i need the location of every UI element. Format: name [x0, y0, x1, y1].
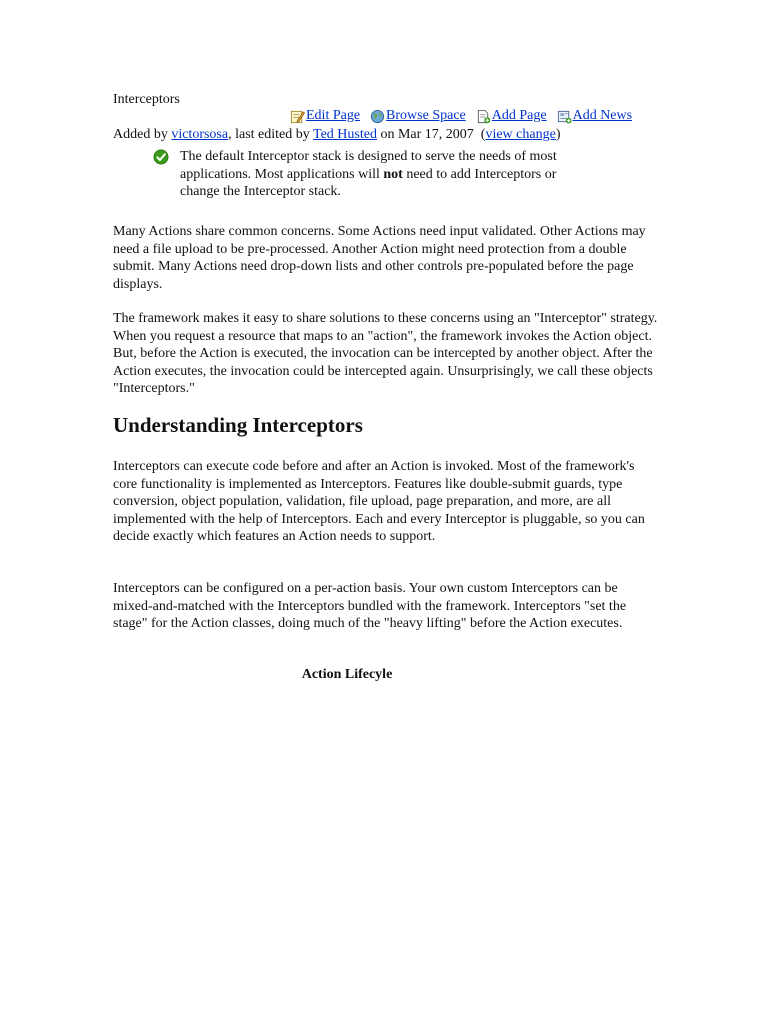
- editor-link[interactable]: Ted Husted: [313, 127, 377, 142]
- info-note: [153, 148, 593, 201]
- add-page-label[interactable]: Add Page: [491, 108, 547, 123]
- added-by-text: Added by: [113, 127, 168, 142]
- browse-space-label[interactable]: Browse Space: [386, 108, 466, 123]
- intro-paragraph-1: Many Actions share common concerns. Some Actions need input validated. Other Actions may need a file upload to be pre-processed. Another Action might need protection from a double submit. Many Actions need drop-down lists and other controls pre-populated before the page displays.: [113, 224, 646, 292]
- edit-page-icon: [290, 109, 305, 124]
- browse-space-icon: [370, 109, 385, 124]
- add-page-link[interactable]: [476, 108, 547, 124]
- add-news-link[interactable]: [557, 108, 633, 124]
- last-edited-text: , last edited by: [228, 127, 310, 142]
- intro-paragraph-2: The framework makes it easy to share solutions to these concerns using an "Interceptor" strategy. When you request a resource that maps to an "action", the framework invokes the Action object. But, before the Action is executed, the invocation can be intercepted by another object. After the Action executes, the invocation could be intercepted again. Unsurprisingly, we call these objects "Interceptors.": [113, 311, 658, 396]
- figure-caption: Action Lifecyle: [301, 667, 393, 682]
- add-page-icon: [476, 109, 491, 124]
- add-news-icon: [557, 109, 572, 124]
- edit-date-text: on Mar 17, 2007: [380, 127, 474, 142]
- page-byline: [113, 126, 560, 144]
- add-news-label[interactable]: Add News: [572, 108, 633, 123]
- edit-page-label[interactable]: Edit Page: [306, 108, 361, 123]
- document-page: [113, 90, 658, 682]
- page-title: Interceptors: [113, 92, 180, 107]
- author-link[interactable]: victorsosa: [171, 127, 229, 142]
- section-heading: Understanding Interceptors: [113, 413, 363, 437]
- note-text: [180, 148, 590, 201]
- check-circle-icon: [153, 149, 169, 165]
- section-paragraph-1: Interceptors can execute code before and after an Action is invoked. Most of the framework's core functionality is implemented as Interceptors. Features like double-submit guards, type conversion, object population, validation, file upload, page preparation, and more, are all implemented with the help of Interceptors. Each and every Interceptor is pluggable, so you can decide exactly which features an Action needs to support.: [113, 459, 645, 544]
- note-text-before: The default Interceptor stack is designed to serve the needs of most applications. Most applications will: [180, 149, 557, 182]
- open-paren: (: [480, 127, 486, 142]
- view-change-link[interactable]: view change: [485, 127, 556, 142]
- section-paragraph-2: Interceptors can be configured on a per-action basis. Your own custom Interceptors can be mixed-and-matched with the Interceptors bundled with the framework. Interceptors "set the stage" for the Action classes, doing much of the "heavy lifting" before the Action executes.: [113, 581, 627, 631]
- note-bold: not: [383, 166, 403, 182]
- note-text-after: need to add Interceptors or change the Interceptor stack.: [180, 166, 557, 199]
- close-paren: ): [555, 127, 561, 142]
- browse-space-link[interactable]: [370, 108, 466, 124]
- page-toolbar: [290, 108, 642, 124]
- edit-page-link[interactable]: [290, 108, 360, 124]
